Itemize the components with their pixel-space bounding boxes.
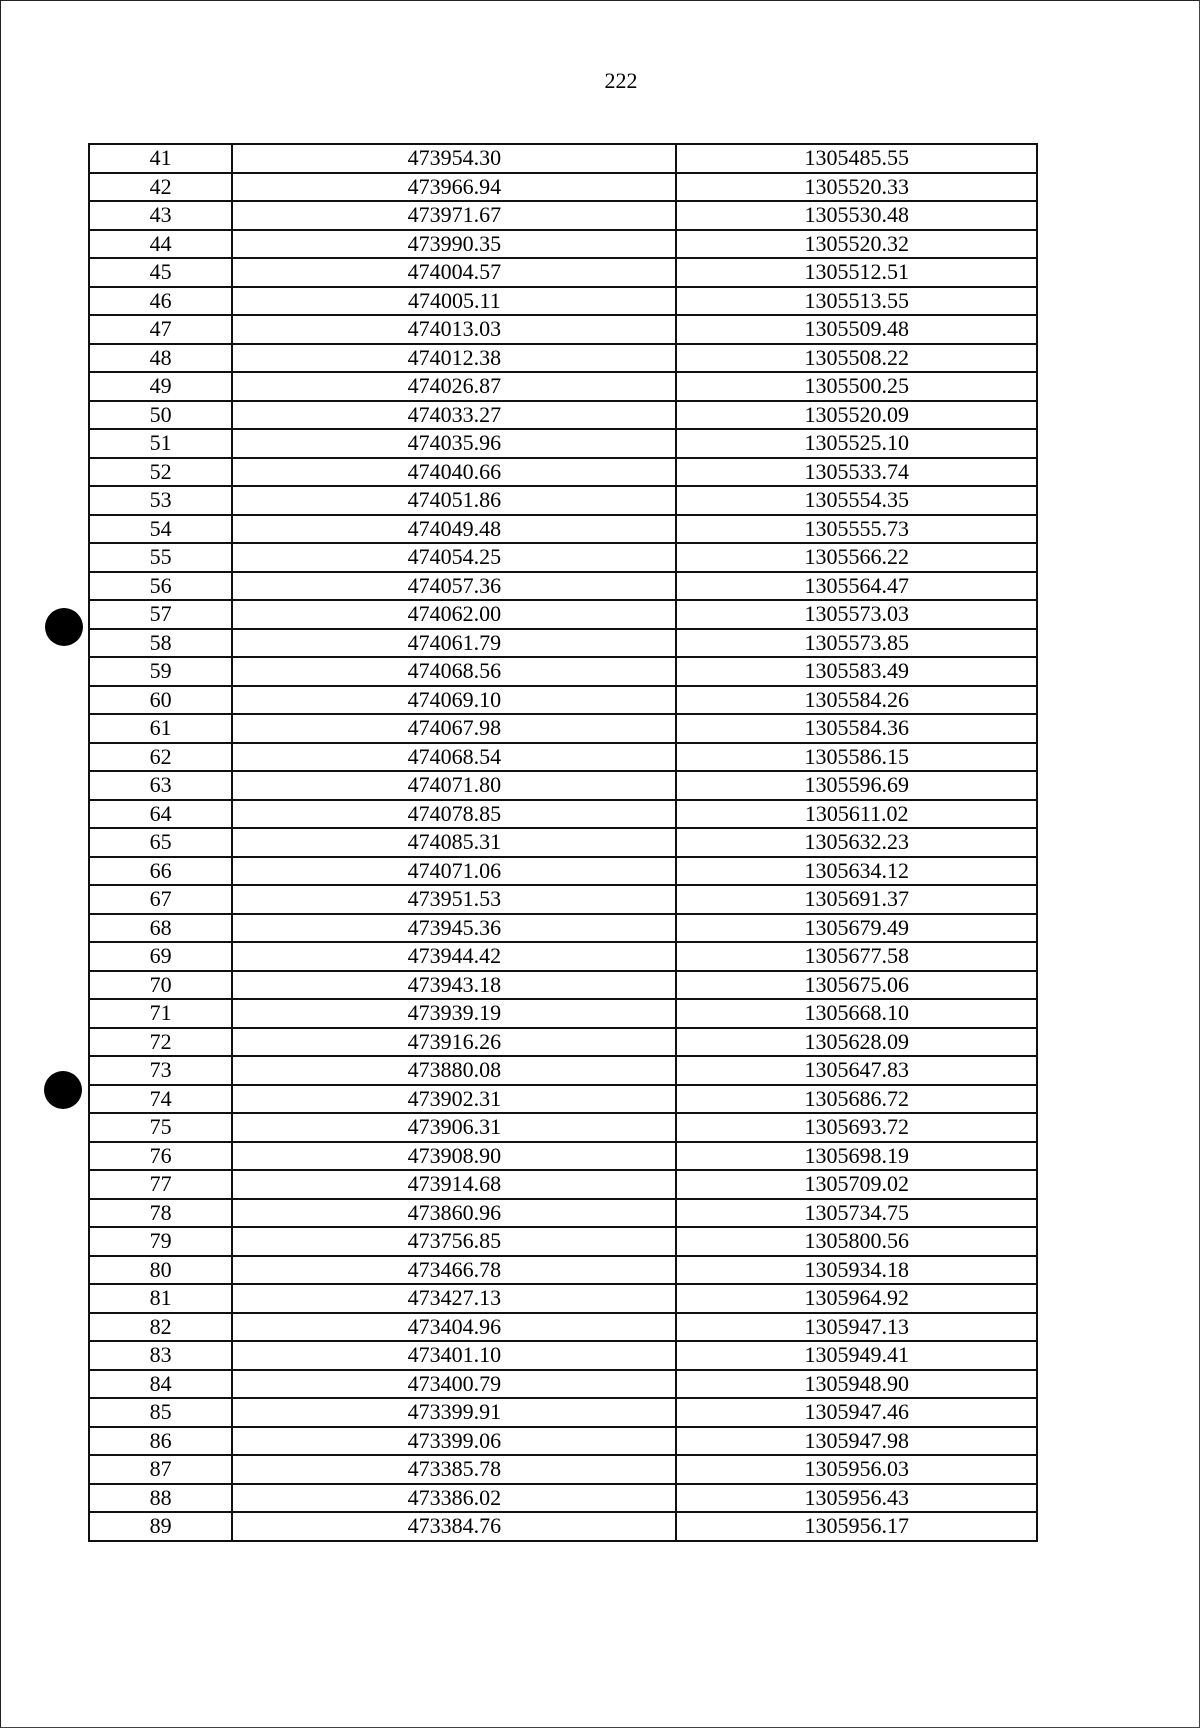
y-coordinate-cell: 1305947.98 [676,1427,1037,1456]
x-coordinate-cell: 474013.03 [232,315,676,344]
y-coordinate-cell: 1305686.72 [676,1085,1037,1114]
table-row [89,999,1037,1028]
x-coordinate-cell: 474068.54 [232,743,676,772]
y-coordinate-cell: 1305691.37 [676,885,1037,914]
y-coordinate-cell: 1305956.43 [676,1484,1037,1513]
x-coordinate-cell: 473908.90 [232,1142,676,1171]
coordinates-table [88,143,1038,1542]
point-number-cell: 86 [89,1427,232,1456]
y-coordinate-cell: 1305634.12 [676,857,1037,886]
point-number-cell: 73 [89,1056,232,1085]
x-coordinate-cell: 473400.79 [232,1370,676,1399]
punch-hole-mark [45,608,83,646]
y-coordinate-cell: 1305485.55 [676,144,1037,173]
y-coordinate-cell: 1305573.85 [676,629,1037,658]
table-row [89,201,1037,230]
x-coordinate-cell: 474057.36 [232,572,676,601]
x-coordinate-cell: 474071.80 [232,771,676,800]
x-coordinate-cell: 474033.27 [232,401,676,430]
x-coordinate-cell: 474005.11 [232,287,676,316]
table-row [89,1370,1037,1399]
point-number-cell: 69 [89,942,232,971]
point-number-cell: 67 [89,885,232,914]
y-coordinate-cell: 1305584.26 [676,686,1037,715]
point-number-cell: 48 [89,344,232,373]
point-number-cell: 79 [89,1227,232,1256]
point-number-cell: 71 [89,999,232,1028]
y-coordinate-cell: 1305530.48 [676,201,1037,230]
table-row [89,486,1037,515]
x-coordinate-cell: 474040.66 [232,458,676,487]
point-number-cell: 68 [89,914,232,943]
table-row [89,1284,1037,1313]
x-coordinate-cell: 473916.26 [232,1028,676,1057]
y-coordinate-cell: 1305525.10 [676,429,1037,458]
table-row [89,458,1037,487]
x-coordinate-cell: 473971.67 [232,201,676,230]
y-coordinate-cell: 1305734.75 [676,1199,1037,1228]
y-coordinate-cell: 1305675.06 [676,971,1037,1000]
x-coordinate-cell: 473902.31 [232,1085,676,1114]
table-row [89,429,1037,458]
x-coordinate-cell: 473943.18 [232,971,676,1000]
x-coordinate-cell: 474051.86 [232,486,676,515]
x-coordinate-cell: 474069.10 [232,686,676,715]
x-coordinate-cell: 473945.36 [232,914,676,943]
point-number-cell: 42 [89,173,232,202]
y-coordinate-cell: 1305947.46 [676,1398,1037,1427]
table-row [89,401,1037,430]
table-row [89,1484,1037,1513]
y-coordinate-cell: 1305566.22 [676,543,1037,572]
table-row [89,1056,1037,1085]
point-number-cell: 47 [89,315,232,344]
y-coordinate-cell: 1305533.74 [676,458,1037,487]
point-number-cell: 55 [89,543,232,572]
table-row [89,344,1037,373]
y-coordinate-cell: 1305564.47 [676,572,1037,601]
y-coordinate-cell: 1305948.90 [676,1370,1037,1399]
point-number-cell: 52 [89,458,232,487]
table-row [89,1028,1037,1057]
x-coordinate-cell: 473966.94 [232,173,676,202]
y-coordinate-cell: 1305947.13 [676,1313,1037,1342]
y-coordinate-cell: 1305555.73 [676,515,1037,544]
y-coordinate-cell: 1305677.58 [676,942,1037,971]
y-coordinate-cell: 1305956.03 [676,1455,1037,1484]
point-number-cell: 45 [89,258,232,287]
point-number-cell: 88 [89,1484,232,1513]
table-row [89,828,1037,857]
y-coordinate-cell: 1305698.19 [676,1142,1037,1171]
point-number-cell: 43 [89,201,232,230]
table-row [89,173,1037,202]
y-coordinate-cell: 1305508.22 [676,344,1037,373]
table-row [89,572,1037,601]
table-row [89,1199,1037,1228]
x-coordinate-cell: 474085.31 [232,828,676,857]
y-coordinate-cell: 1305520.09 [676,401,1037,430]
y-coordinate-cell: 1305964.92 [676,1284,1037,1313]
point-number-cell: 81 [89,1284,232,1313]
table-row [89,714,1037,743]
x-coordinate-cell: 474061.79 [232,629,676,658]
table-row [89,942,1037,971]
table-row [89,1227,1037,1256]
point-number-cell: 65 [89,828,232,857]
point-number-cell: 70 [89,971,232,1000]
point-number-cell: 60 [89,686,232,715]
x-coordinate-cell: 473401.10 [232,1341,676,1370]
table-row [89,1427,1037,1456]
point-number-cell: 51 [89,429,232,458]
x-coordinate-cell: 474026.87 [232,372,676,401]
table-row [89,971,1037,1000]
x-coordinate-cell: 474004.57 [232,258,676,287]
point-number-cell: 59 [89,657,232,686]
x-coordinate-cell: 473954.30 [232,144,676,173]
point-number-cell: 85 [89,1398,232,1427]
y-coordinate-cell: 1305573.03 [676,600,1037,629]
x-coordinate-cell: 474068.56 [232,657,676,686]
table-row [89,771,1037,800]
point-number-cell: 62 [89,743,232,772]
x-coordinate-cell: 473939.19 [232,999,676,1028]
x-coordinate-cell: 473756.85 [232,1227,676,1256]
point-number-cell: 57 [89,600,232,629]
y-coordinate-cell: 1305956.17 [676,1512,1037,1541]
point-number-cell: 61 [89,714,232,743]
table-row [89,629,1037,658]
table-row [89,1398,1037,1427]
table-row [89,372,1037,401]
table-row [89,1085,1037,1114]
table-row [89,258,1037,287]
x-coordinate-cell: 474078.85 [232,800,676,829]
point-number-cell: 75 [89,1113,232,1142]
x-coordinate-cell: 473990.35 [232,230,676,259]
table-row [89,914,1037,943]
y-coordinate-cell: 1305520.33 [676,173,1037,202]
point-number-cell: 49 [89,372,232,401]
x-coordinate-cell: 473427.13 [232,1284,676,1313]
x-coordinate-cell: 473944.42 [232,942,676,971]
point-number-cell: 84 [89,1370,232,1399]
x-coordinate-cell: 473404.96 [232,1313,676,1342]
y-coordinate-cell: 1305628.09 [676,1028,1037,1057]
table-row [89,1113,1037,1142]
x-coordinate-cell: 473399.91 [232,1398,676,1427]
table-row [89,144,1037,173]
table-row [89,230,1037,259]
point-number-cell: 58 [89,629,232,658]
x-coordinate-cell: 474035.96 [232,429,676,458]
x-coordinate-cell: 474071.06 [232,857,676,886]
point-number-cell: 53 [89,486,232,515]
x-coordinate-cell: 473951.53 [232,885,676,914]
x-coordinate-cell: 473860.96 [232,1199,676,1228]
table-row [89,315,1037,344]
table-row [89,800,1037,829]
y-coordinate-cell: 1305611.02 [676,800,1037,829]
y-coordinate-cell: 1305647.83 [676,1056,1037,1085]
y-coordinate-cell: 1305583.49 [676,657,1037,686]
x-coordinate-cell: 474067.98 [232,714,676,743]
table-row [89,600,1037,629]
point-number-cell: 82 [89,1313,232,1342]
point-number-cell: 56 [89,572,232,601]
table-row [89,686,1037,715]
coordinates-table-body [89,144,1037,1541]
y-coordinate-cell: 1305668.10 [676,999,1037,1028]
y-coordinate-cell: 1305554.35 [676,486,1037,515]
x-coordinate-cell: 473384.76 [232,1512,676,1541]
point-number-cell: 87 [89,1455,232,1484]
y-coordinate-cell: 1305596.69 [676,771,1037,800]
table-row [89,287,1037,316]
point-number-cell: 50 [89,401,232,430]
table-row [89,515,1037,544]
table-row [89,1256,1037,1285]
table-row [89,1455,1037,1484]
x-coordinate-cell: 474012.38 [232,344,676,373]
table-row [89,1142,1037,1171]
x-coordinate-cell: 473385.78 [232,1455,676,1484]
y-coordinate-cell: 1305709.02 [676,1170,1037,1199]
point-number-cell: 76 [89,1142,232,1171]
y-coordinate-cell: 1305512.51 [676,258,1037,287]
point-number-cell: 74 [89,1085,232,1114]
point-number-cell: 78 [89,1199,232,1228]
table-row [89,657,1037,686]
y-coordinate-cell: 1305520.32 [676,230,1037,259]
table-row [89,857,1037,886]
point-number-cell: 77 [89,1170,232,1199]
y-coordinate-cell: 1305934.18 [676,1256,1037,1285]
point-number-cell: 54 [89,515,232,544]
y-coordinate-cell: 1305509.48 [676,315,1037,344]
y-coordinate-cell: 1305800.56 [676,1227,1037,1256]
y-coordinate-cell: 1305500.25 [676,372,1037,401]
point-number-cell: 83 [89,1341,232,1370]
point-number-cell: 41 [89,144,232,173]
x-coordinate-cell: 473914.68 [232,1170,676,1199]
point-number-cell: 64 [89,800,232,829]
table-row [89,743,1037,772]
y-coordinate-cell: 1305949.41 [676,1341,1037,1370]
point-number-cell: 66 [89,857,232,886]
x-coordinate-cell: 473466.78 [232,1256,676,1285]
table-row [89,1313,1037,1342]
x-coordinate-cell: 473880.08 [232,1056,676,1085]
table-row [89,543,1037,572]
table-row [89,885,1037,914]
point-number-cell: 46 [89,287,232,316]
point-number-cell: 89 [89,1512,232,1541]
y-coordinate-cell: 1305632.23 [676,828,1037,857]
x-coordinate-cell: 474062.00 [232,600,676,629]
point-number-cell: 80 [89,1256,232,1285]
y-coordinate-cell: 1305679.49 [676,914,1037,943]
x-coordinate-cell: 474049.48 [232,515,676,544]
point-number-cell: 72 [89,1028,232,1057]
x-coordinate-cell: 473906.31 [232,1113,676,1142]
y-coordinate-cell: 1305584.36 [676,714,1037,743]
table-row [89,1341,1037,1370]
point-number-cell: 44 [89,230,232,259]
page-number: 222 [604,68,638,93]
punch-hole-mark [44,1071,82,1109]
table-row [89,1170,1037,1199]
point-number-cell: 63 [89,771,232,800]
y-coordinate-cell: 1305513.55 [676,287,1037,316]
x-coordinate-cell: 474054.25 [232,543,676,572]
x-coordinate-cell: 473386.02 [232,1484,676,1513]
x-coordinate-cell: 473399.06 [232,1427,676,1456]
y-coordinate-cell: 1305586.15 [676,743,1037,772]
y-coordinate-cell: 1305693.72 [676,1113,1037,1142]
table-row [89,1512,1037,1541]
